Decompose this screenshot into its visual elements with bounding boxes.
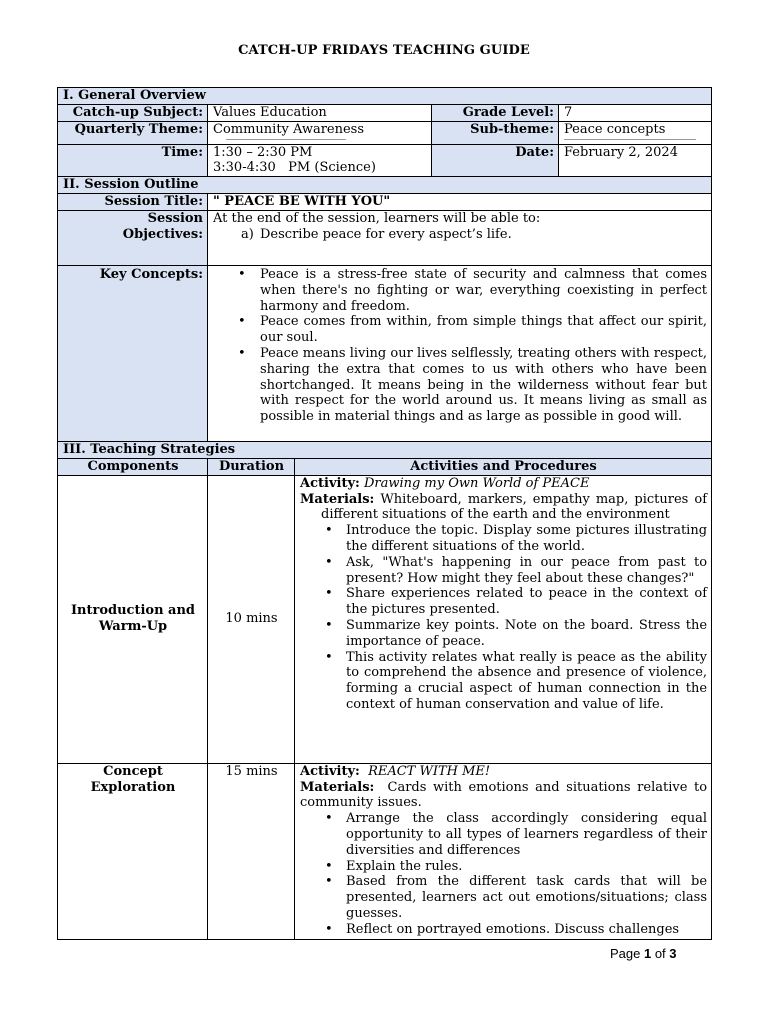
objective-item: [213, 227, 707, 243]
theme-value: Community Awareness: [213, 121, 365, 137]
session-title-label: Session Title:: [58, 194, 208, 211]
page-of: of: [651, 946, 670, 961]
key-concepts-list: [213, 267, 707, 425]
grade-label: Grade Level:: [432, 105, 559, 122]
materials-label: Materials:: [300, 491, 375, 507]
objective-marker: a): [241, 226, 254, 242]
key-concept-item: • Peace means living our lives selflessly, treating others with respect, sharing the extra that comes to us with others who have been shortchanged. It means being in the wilderness without fear but with respect for the world around us. It means living as small as possible in material things and as large as possible in good will.: [260, 346, 707, 425]
activity-line: [300, 764, 707, 780]
materials-line: [300, 780, 707, 812]
activity-name: REACT WITH ME!: [368, 763, 491, 779]
section-teaching-strategies: III. Teaching Strategies: [58, 441, 712, 458]
component-concept-exploration: Concept Exploration: [58, 763, 208, 939]
subject-value: Values Education: [208, 105, 432, 122]
procedure-step: • Reflect on portrayed emotions. Discuss challenges: [346, 922, 707, 938]
objectives-label: [58, 210, 208, 265]
time-label: Time:: [58, 144, 208, 177]
materials-label: Materials:: [300, 779, 375, 795]
page-footer: [610, 946, 677, 961]
subtheme-value: Peace concepts: [564, 121, 666, 137]
column-header-duration: Duration: [208, 458, 295, 475]
theme-label: Quarterly Theme:: [58, 121, 208, 144]
time-slot-2: 3:30-4:30 PM (Science): [213, 160, 376, 176]
objectives-intro: At the end of the session, learners will be able to:: [213, 210, 541, 226]
procedure-step: • Arrange the class accordingly considering equal opportunity to all types of learners regardless of their diversities and differences: [346, 811, 707, 858]
date-value: February 2, 2024: [559, 144, 712, 177]
session-title-value: " PEACE BE WITH YOU": [208, 194, 712, 211]
activity-name: Drawing my Own World of PEACE: [363, 475, 590, 491]
activity-line: [300, 476, 707, 492]
subtheme-fine-print: [564, 139, 707, 144]
procedure-step: • Summarize key points. Note on the board. Stress the importance of peace.: [346, 618, 707, 650]
objective-text: Describe peace for every aspect’s life.: [260, 226, 512, 242]
procedure-list: [300, 523, 707, 713]
objectives-label-line-1: Session: [147, 210, 203, 226]
materials-text: Cards with emotions and situations relative to community issues.: [300, 779, 708, 811]
activity-label: Activity:: [300, 475, 360, 491]
time-slot-1: 1:30 – 2:30 PM: [213, 144, 313, 160]
objectives-label-line-2: Objectives:: [122, 226, 203, 242]
activities-introduction: [295, 475, 712, 763]
theme-fine-print: [213, 139, 427, 144]
activity-label: Activity:: [300, 763, 360, 779]
duration-concept-exploration: 15 mins: [208, 763, 295, 939]
subtheme-cell: [559, 121, 712, 144]
materials-text: Whiteboard, markers, empathy map, pictures of different situations of the earth and the environment: [321, 491, 708, 523]
materials-line: [300, 492, 707, 524]
procedure-step: • Introduce the topic. Display some pictures illustrating the different situations of the world.: [346, 523, 707, 555]
section-general-overview: I. General Overview: [58, 88, 712, 105]
section-session-outline: II. Session Outline: [58, 177, 712, 194]
column-header-components: Components: [58, 458, 208, 475]
date-label: Date:: [432, 144, 559, 177]
procedure-step: • Ask, "What's happening in our peace from past to present? How might they feel about these changes?": [346, 555, 707, 587]
grade-value: 7: [559, 105, 712, 122]
activities-concept-exploration: [295, 763, 712, 939]
page-prefix: Page: [610, 946, 644, 961]
key-concepts-cell: [208, 265, 712, 441]
page-total: 3: [669, 946, 677, 961]
procedure-step: • Share experiences related to peace in the context of the pictures presented.: [346, 586, 707, 618]
duration-introduction: 10 mins: [208, 475, 295, 763]
theme-cell: [208, 121, 432, 144]
column-header-activities: Activities and Procedures: [295, 458, 712, 475]
component-introduction: Introduction and Warm-Up: [58, 475, 208, 763]
teaching-guide-table: [57, 87, 712, 940]
key-concept-item: • Peace is a stress-free state of security and calmness that comes when there's no fighting or war, everything coexisting in perfect harmony and freedom.: [260, 267, 707, 314]
procedure-step: • Explain the rules.: [346, 859, 707, 875]
subject-label: Catch-up Subject:: [58, 105, 208, 122]
page-number: 1: [643, 946, 652, 961]
subtheme-label: Sub-theme:: [432, 121, 559, 144]
procedure-step: • Based from the different task cards that will be presented, learners act out emotions/situations; class guesses.: [346, 874, 707, 921]
time-cell: [208, 144, 432, 177]
procedure-step: • This activity relates what really is peace as the ability to comprehend the absence and presence of violence, forming a crucial aspect of human connection in the context of human conservation and value of life.: [346, 650, 707, 713]
objectives-cell: [208, 210, 712, 265]
key-concepts-label: Key Concepts:: [58, 265, 208, 441]
key-concept-item: • Peace comes from within, from simple things that affect our spirit, our soul.: [260, 314, 707, 346]
document-title: CATCH-UP FRIDAYS TEACHING GUIDE: [238, 43, 530, 58]
procedure-list: [300, 811, 707, 937]
